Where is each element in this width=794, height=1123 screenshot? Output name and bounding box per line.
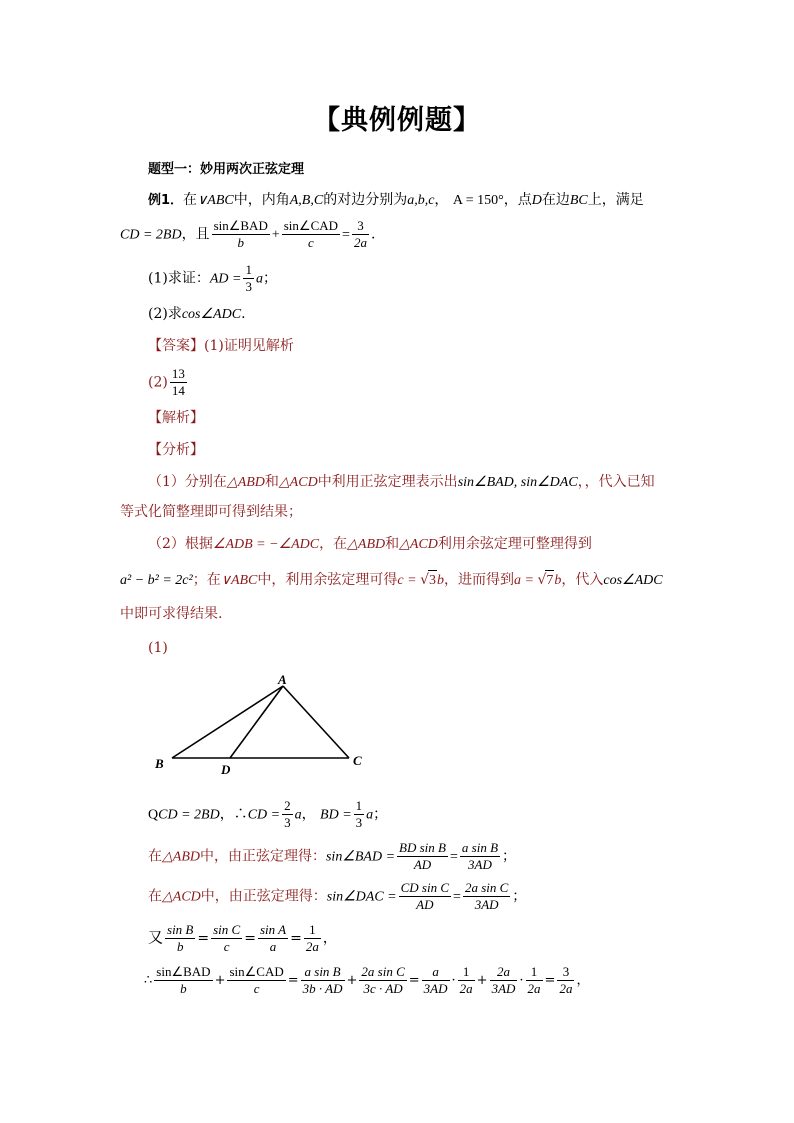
fraction: $\frac{\text{sin∠CAD}}{c}$: [283, 218, 339, 250]
fraction: $\frac{\text{sin∠BAD}}{b}$: [213, 218, 268, 250]
fraction: $\frac{\text{a sin B}}{3AD}$: [461, 840, 499, 872]
proof-line-5: ∴ $\frac{\text{sin∠BAD}}{b}$ + $\frac{\text{sin∠CAD}}{c}$ = $\frac{\text{a sin B}}{3b \cdot AD}$ + $\frac{\text{2a sin C}}{3c \cdot AD}$ = $\frac{a}{3AD}$ · $\frac{1}{2a}$ + $\frac{2a}{3AD}$ · $\frac{1}{2a}$ = $\frac{3}{2a}$ ，: [144, 964, 590, 996]
analysis-line-5: 中即可求得结果.: [120, 606, 223, 622]
fraction: $\frac{1}{3}$: [355, 798, 363, 830]
fraction: $\frac{\text{sin∠CAD}}{c}$: [229, 964, 284, 996]
fraction: $\frac{2a}{3AD}$: [491, 964, 516, 996]
fraction: $\frac{2}{3}$: [284, 798, 291, 830]
label-b: B: [155, 756, 164, 771]
analysis-line-2: 等式化简整理即可得到结果；: [120, 504, 302, 520]
proof-line-2: 在△ABD中，由正弦定理得：sin∠BAD = $\frac{\text{BD sin B}}{AD}$ = $\frac{\text{a sin B}}{3AD}$ ；: [148, 840, 517, 872]
answer-line: 【答案】(1)证明见解析: [148, 338, 294, 354]
fenxi-label: 【分析】: [148, 442, 204, 458]
proof-line-3: 在△ACD中，由正弦定理得：sin∠DAC = $\frac{\text{CD sin C}}{AD}$ = $\frac{\text{2a sin C}}{3AD}$ ；: [148, 880, 527, 912]
fraction: $\frac{\text{sin B}}{b}$: [167, 922, 194, 954]
segment-ad: [230, 686, 283, 758]
fraction: $\frac{a}{3AD}$: [423, 964, 448, 996]
page-title: 【典例例题】: [313, 105, 481, 136]
fraction: $\frac{1}{2a}$: [305, 922, 319, 954]
part-1-label: (1): [148, 640, 168, 656]
section-heading: 题型一：妙用两次正弦定理: [148, 162, 305, 177]
question-2: (2)求cos∠ADC.: [148, 306, 246, 322]
fraction: $\frac{13}{14}$: [171, 366, 185, 398]
fraction: $\frac{3}{2a}$: [353, 218, 367, 250]
analysis-line-3: （2）根据∠ADB = −∠ADC，在△ABD和△ACD利用余弦定理可整理得到: [148, 536, 592, 552]
fraction: $\frac{\text{sin∠BAD}}{b}$: [156, 964, 211, 996]
fraction: $\frac{\text{sin C}}{c}$: [213, 922, 241, 954]
fraction: $\frac{\text{sin A}}{a}$: [259, 922, 287, 954]
analysis-line-4: a² − b² = 2c²；在∨ABC中，利用余弦定理可得c = √3b，进而得到a = √7b，代入cos∠ADC: [120, 570, 663, 591]
jiexi-label: 【解析】: [148, 410, 204, 426]
question-1: (1)求证：AD = $\frac{1}{3}$ a；: [148, 262, 277, 294]
answer-part-2: (2) $\frac{13}{14}$: [148, 366, 185, 398]
fraction: $\frac{\text{2a sin C}}{3c \cdot AD}$: [361, 964, 405, 996]
fraction: $\frac{\text{2a sin C}}{3AD}$: [464, 880, 509, 912]
proof-line-1: QCD = 2BD，∴CD = $\frac{2}{3}$ a， BD = $\frac{1}{3}$ a；: [148, 798, 388, 830]
label-a: A: [278, 672, 287, 687]
example-line-1: 例1．在∨ABC中，内角A,B,C的对边分别为a,b,c， A = 150°，点D在边BC上，满足: [148, 192, 644, 208]
side-ac: [283, 686, 349, 758]
fraction: $\frac{\text{BD sin B}}{AD}$: [399, 840, 446, 872]
label-c: C: [353, 753, 362, 768]
side-ab: [172, 686, 283, 758]
example-line-2: CD = 2BD，且 $\frac{\text{sin∠BAD}}{b}$ + $\frac{\text{sin∠CAD}}{c}$ = $\frac{3}{2a}$ .: [120, 218, 376, 250]
fraction: $\frac{1}{2a}$: [459, 964, 473, 996]
fraction: $\frac{1}{2a}$: [527, 964, 541, 996]
answer-label: 【答案】: [148, 338, 204, 354]
label-d: D: [221, 762, 231, 777]
fraction: $\frac{3}{2a}$: [559, 964, 573, 996]
fraction: $\frac{\text{CD sin C}}{AD}$: [400, 880, 450, 912]
proof-line-4: 又 $\frac{\text{sin B}}{b}$ = $\frac{\text{sin C}}{c}$ = $\frac{\text{sin A}}{a}$ = $\frac{1}{2a}$ ，: [148, 922, 337, 954]
analysis-line-1: （1）分别在△ABD和△ACD中利用正弦定理表示出sin∠BAD, sin∠DAC，，代入已知: [148, 474, 655, 490]
fraction: $\frac{\text{a sin B}}{3b \cdot AD}$: [302, 964, 343, 996]
triangle-figure: [148, 670, 388, 780]
fraction: $\frac{1}{3}$: [245, 262, 252, 294]
